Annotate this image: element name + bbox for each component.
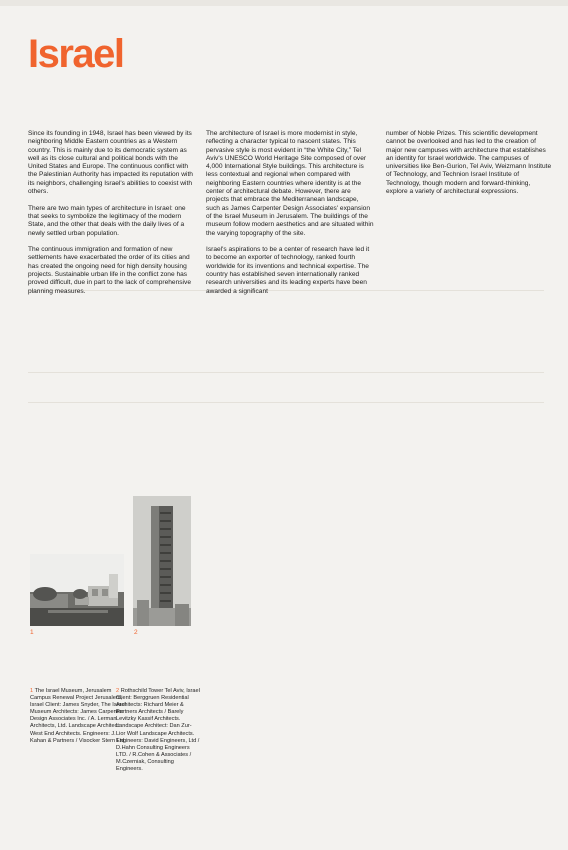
caption-text: Jerusalem, Israel Client: James Snyder, The Israel Museum Architects: James Carpenter Design Associates Inc. / A. Lerman Architects, Ltd. Landscape Architect: West End Architects. Engineers: J. Kahan & Partners / Visocker Stern Ltd.: [30, 695, 126, 744]
israel-museum-photo: [30, 554, 124, 626]
paragraph: There are two main types of architecture in Israel: one that seeks to symbolize the legitimacy of the modern State, and the other that deals with the daily lives of a newly settled urban population.: [28, 204, 186, 237]
paragraph: Israel's aspirations to be a center of research have led it to become an exporter of technology, ranked fourth worldwide for its inventions and technical expertise. The country has established seven internationally ranked research universities and its leading experts have been awarded a significant: [206, 246, 370, 295]
text-column-2: [206, 130, 374, 304]
figure-number-marker: 1: [30, 688, 34, 694]
caption-title: The Israel Museum, Jerusalem Campus Renewal Project: [30, 688, 112, 702]
paragraph: number of Noble Prizes. This scientific development cannot be overlooked and has led to the creation of major new campuses with architecture that establishes an identity for Israel worldwide. The campuses of universities like Ben-Gurion, Tel Aviv, Weizmann Institute of Technology, and Technion Israel Institute of Technology, though modern and forward-thinking, explore a variety of architectural expressions.: [386, 130, 552, 196]
text-column-3: [386, 130, 552, 205]
text-column-1: [28, 130, 194, 304]
caption-text: Tel Aviv, Israel Client: Berggruen Residential Architects: Richard Meier & Partners Architects / Barely Levitzky Kassif Architects. Landscape Architect: Dan Zur-Lior Wolf Landscape Architects. Engineers: David Engineers, Ltd / D.Hahn Consulting Engineers LTD. / R.Cohen & Associates / M.Czerniak, Consulting Engineers.: [116, 688, 200, 773]
figure-number: 2: [134, 629, 138, 636]
figure-caption-1: [30, 688, 128, 745]
paragraph: The continuous immigration and formation of new settlements have exacerbated the order of its cities and has created the ongoing need for high density housing projects. Sustainable urban life in the conflict zone has proved difficult, due in part to the lack of comprehensive planning measures.: [28, 246, 191, 295]
page-top-edge: [0, 0, 568, 6]
figure-number: 1: [30, 629, 34, 636]
show-through-rule: [28, 402, 544, 403]
caption-title: Rothschild Tower: [120, 688, 164, 694]
paragraph: The architecture of Israel is more modernist in style, reflecting a character typical to nascent states. This pervasive style is most evident in “the White City,” Tel Aviv's UNESCO World Heritage Site composed of over 4,000 International Style buildings. This architecture is less contextual and regional when compared with neighboring Eastern countries where identity is at the center of architectural debate. However, there are projects that embrace the Mediterranean landscape, such as James Carpenter Design Associates' expansion of the Israel Museum in Jerusalem. The buildings of the museum follow modern aesthetics and are situated within the varying topography of the site.: [206, 130, 374, 237]
rothschild-tower-photo: [133, 496, 191, 626]
figure-caption-2: [116, 688, 200, 773]
figure-number-marker: 2: [116, 688, 120, 694]
page-title: Israel: [28, 32, 124, 76]
museum-illustration: [30, 554, 124, 626]
show-through-rule: [28, 372, 544, 373]
paragraph: Since its founding in 1948, Israel has been viewed by its neighboring Middle Eastern countries as a Western country. This is mainly due to its democratic system as well as its close cultural and political bonds with the United States and Europe. The continuous conflict with the Palestinian Authority has impacted its reputation with its neighbors, challenging Israel's abilities to coexist with others.: [28, 130, 193, 196]
tower-illustration: [133, 496, 191, 626]
